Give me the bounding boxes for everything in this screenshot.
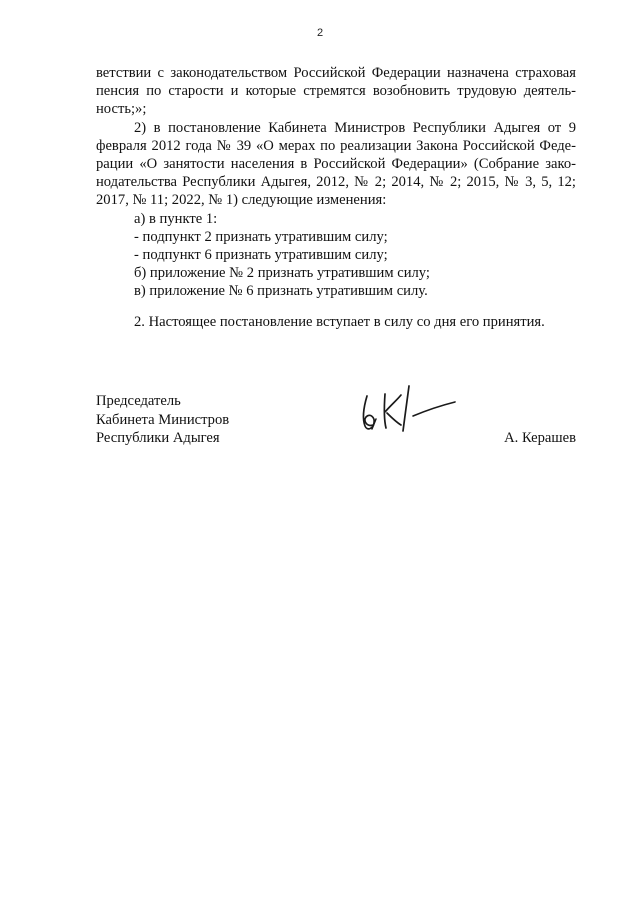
paragraph-line: февраля 2012 года № 39 «О мерах по реализации Закона Российской Феде- xyxy=(96,137,576,154)
paragraph-line: нодательства Республики Адыгея, 2012, № 2; 2014, № 2; 2015, № 3, 5, 12; xyxy=(96,174,576,191)
closing-paragraph: 2. Настоящее постановление вступает в силу со дня его принятия. xyxy=(134,313,545,330)
paragraph-line: ветствии с законодательством Российской Федерации назначена страховая xyxy=(96,65,576,81)
signatory-title-line: Председатель xyxy=(96,393,181,409)
paragraph-line: пенсия по старости и которые стремятся возобновить трудовую деятель- xyxy=(96,83,576,100)
signatory-title-line: Республики Адыгея xyxy=(96,430,220,447)
signature-block xyxy=(96,392,576,452)
signature-stroke xyxy=(413,402,455,416)
signature-stroke xyxy=(364,396,375,429)
signature-stroke xyxy=(403,386,409,431)
page-number: 2 xyxy=(316,27,324,39)
list-item: а) в пункте 1: xyxy=(134,210,218,227)
list-item: - подпункт 6 признать утратившим силу; xyxy=(134,247,388,264)
signatory-title xyxy=(96,392,229,448)
signatory-title-line: Кабинета Министров xyxy=(96,411,230,428)
list-item: б) приложение № 2 признать утратившим силу; xyxy=(134,265,430,282)
paragraph-line: ность;»; xyxy=(96,101,147,118)
paragraph-gap xyxy=(96,301,576,313)
paragraph-line: 2017, № 11; 2022, № 1) следующие изменения: xyxy=(96,192,387,209)
signature-stroke xyxy=(384,394,401,428)
signatory-name: А. Керашев xyxy=(504,430,576,446)
paragraph-line: рации «О занятости населения в Российской Федерации» (Собрание зако- xyxy=(96,156,576,173)
handwritten-signature xyxy=(351,382,461,442)
document-body xyxy=(96,64,576,331)
list-item: - подпункт 2 признать утратившим силу; xyxy=(134,228,388,245)
list-item: в) приложение № 6 признать утратившим силу. xyxy=(134,283,428,300)
paragraph-line: 2) в постановление Кабинета Министров Республики Адыгея от 9 xyxy=(134,119,576,136)
